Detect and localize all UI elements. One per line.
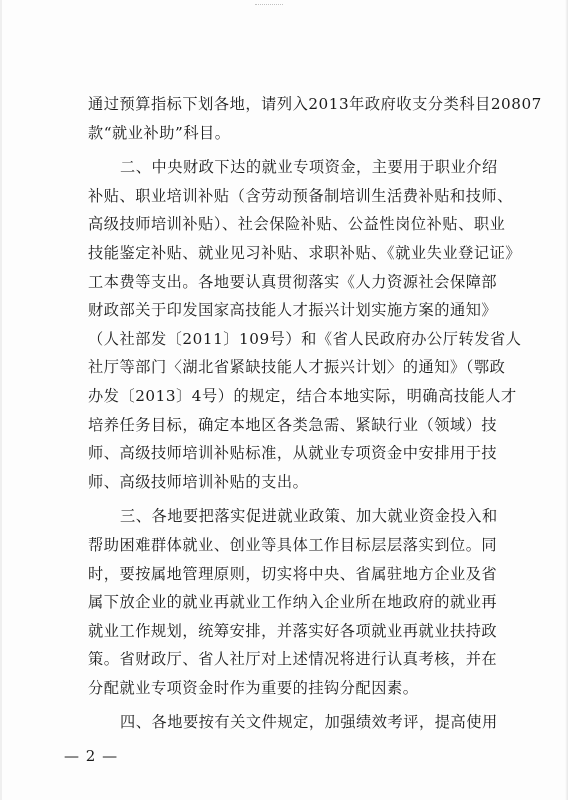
text-line: 办发〔2013〕4号）的规定，结合本地实际，明确高技能人才 xyxy=(88,386,517,405)
text-line: 社厅等部门〈湖北省紧缺技能人才振兴计划〉的通知》（鄂政 xyxy=(88,358,506,377)
page-number: — 2 — xyxy=(64,747,119,765)
paragraph-2 xyxy=(88,153,522,496)
text-line: 培养任务目标，确定本地区各类急需、紧缺行业（领域）技 xyxy=(88,415,498,434)
document-body xyxy=(88,90,542,737)
text-line: 财政部关于印发国家高技能人才振兴计划实施方案的通知》 xyxy=(88,301,498,320)
text-line: 款“就业补助”科目。 xyxy=(88,123,231,142)
text-line: 策。省财政厅、省人社厅对上述情况将进行认真考核，并在 xyxy=(88,650,498,669)
text-line: 时，要按属地管理原则，切实将中央、省属驻地方企业及省 xyxy=(88,564,498,583)
text-line: 帮助困难群体就业、创业等具体工作目标层层落实到位。同 xyxy=(88,535,498,554)
text-line: 工本费等支出。各地要认真贯彻落实《人力资源社会保障部 xyxy=(88,272,498,291)
text-line: 属下放企业的就业再就业工作纳入企业所在地政府的就业再 xyxy=(88,593,498,612)
paragraph-3 xyxy=(88,502,498,702)
text-line: 技能鉴定补贴、就业见习补贴、求职补贴、《就业失业登记证》 xyxy=(88,243,522,262)
text-line: （人社部发〔2011〕109号）和《省人民政府办公厅转发省人 xyxy=(88,329,522,348)
text-line: 就业工作规划，统筹安排，并落实好各项就业再就业扶持政 xyxy=(88,621,498,640)
text-line: 高级技师培训补贴）、社会保险补贴、公益性岗位补贴、职业 xyxy=(88,215,506,234)
text-line: 师、高级技师培训补贴的支出。 xyxy=(88,472,309,491)
text-line: 补贴、职业培训补贴（含劳动预备制培训生活费补贴和技师、 xyxy=(88,186,513,205)
scan-artifact-mark xyxy=(255,4,283,9)
paragraph-continuation xyxy=(88,90,542,147)
text-line: 通过预算指标下划各地，请列入2013年政府收支分类科目20807 xyxy=(88,95,542,113)
text-line: 三、各地要把落实促进就业政策、加大就业资金投入和 xyxy=(120,507,498,526)
paragraph-4 xyxy=(88,708,498,737)
text-line: 师、高级技师培训补贴标准，从就业专项资金中安排用于技 xyxy=(88,444,498,463)
text-line: 分配就业专项资金时作为重要的挂钩分配因素。 xyxy=(88,678,419,697)
text-line: 四、各地要按有关文件规定，加强绩效考评，提高使用 xyxy=(120,713,498,732)
scan-edge-left xyxy=(0,0,2,800)
text-line: 二、中央财政下达的就业专项资金，主要用于职业介绍 xyxy=(120,158,498,177)
